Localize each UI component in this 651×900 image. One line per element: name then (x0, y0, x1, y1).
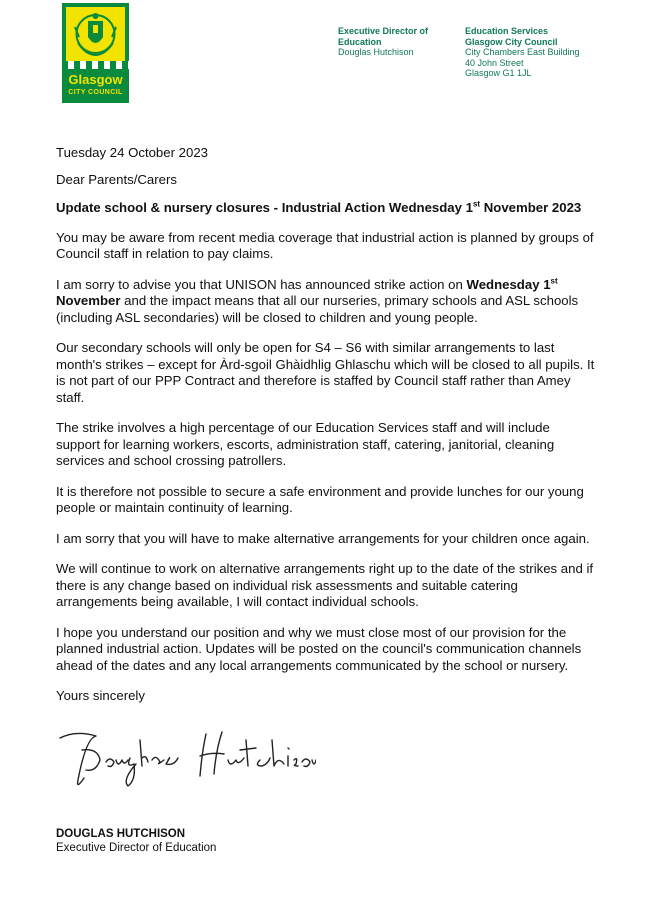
letter-paragraph-3: Our secondary schools will only be open for S4 – S6 with similar arrangements to last month's strikes – except for Àrd-sgoil Ghàidhlig Ghlaschu which will be closed to all pupils. It is not part of our PPP Contract and therefore is staffed by Council staff rather than Amey staff. (56, 340, 595, 405)
letter-signoff: Yours sincerely (56, 688, 145, 703)
logo-wordmark: Glasgow (68, 72, 123, 87)
letter-paragraph-1: You may be aware from recent media coverage that industrial action is planned by groups of Council staff in relation to pay claims. (56, 229, 594, 261)
header-org: Glasgow City Council (465, 36, 558, 47)
header-address-line: 40 John Street (465, 57, 524, 68)
header-sender-name: Douglas Hutchison (338, 47, 414, 57)
header-dept: Education Services (465, 26, 549, 36)
glasgow-city-council-logo (62, 3, 129, 103)
coat-of-arms-crest-icon (66, 7, 125, 61)
letter-date: Tuesday 24 October 2023 (56, 145, 208, 160)
letter-paragraph-2: I am sorry to advise you that UNISON has announced strike action on Wednesday 1st November and the impact means that all our nurseries, primary schools and ASL schools (including ASL secondaries) will be closed to children and young people. (56, 276, 579, 325)
header-sender-title: Executive Director of Education (338, 26, 429, 47)
letter-paragraph-5: It is therefore not possible to secure a safe environment and provide lunches for our young people or maintain continuity of learning. (56, 483, 584, 515)
letter-paragraph-7: We will continue to work on alternative arrangements right up to the date of the strikes and if there is any change based on individual risk assessments and suitable catering arrangements being available, I will contact individual schools. (56, 561, 594, 609)
header-address-line: Glasgow G1 1JL (465, 68, 532, 78)
header-address-line: City Chambers East Building (465, 47, 580, 57)
header-address-block (465, 26, 605, 79)
letter-paragraph-4: The strike involves a high percentage of our Education Services staff and will include support for learning workers, escorts, administration staff, catering, janitorial, cleaning services and school crossing patrollers. (56, 420, 555, 468)
letter-salutation: Dear Parents/Carers (56, 171, 177, 187)
letter-paragraph-6: I am sorry that you will have to make alternative arrangements for your children once again. (56, 530, 590, 546)
letter-body (56, 145, 596, 705)
handwritten-signature (56, 720, 316, 800)
logo-subtitle: CITY COUNCIL (68, 89, 123, 96)
signatory-name: DOUGLAS HUTCHISON (56, 828, 186, 840)
signatory-title: Executive Director of Education (56, 842, 217, 854)
header-sender-block (338, 26, 456, 58)
letter-paragraph-8: I hope you understand our position and why we must close most of our provision for the planned industrial action. Updates will be posted on the council's communication channels ahead of the dates and any local arrangements communicated by the school or nursery. (56, 624, 582, 673)
letter-subject: Update school & nursery closures - Industrial Action Wednesday 1st November 2023 (56, 199, 582, 215)
logo-checked-band (62, 61, 129, 69)
